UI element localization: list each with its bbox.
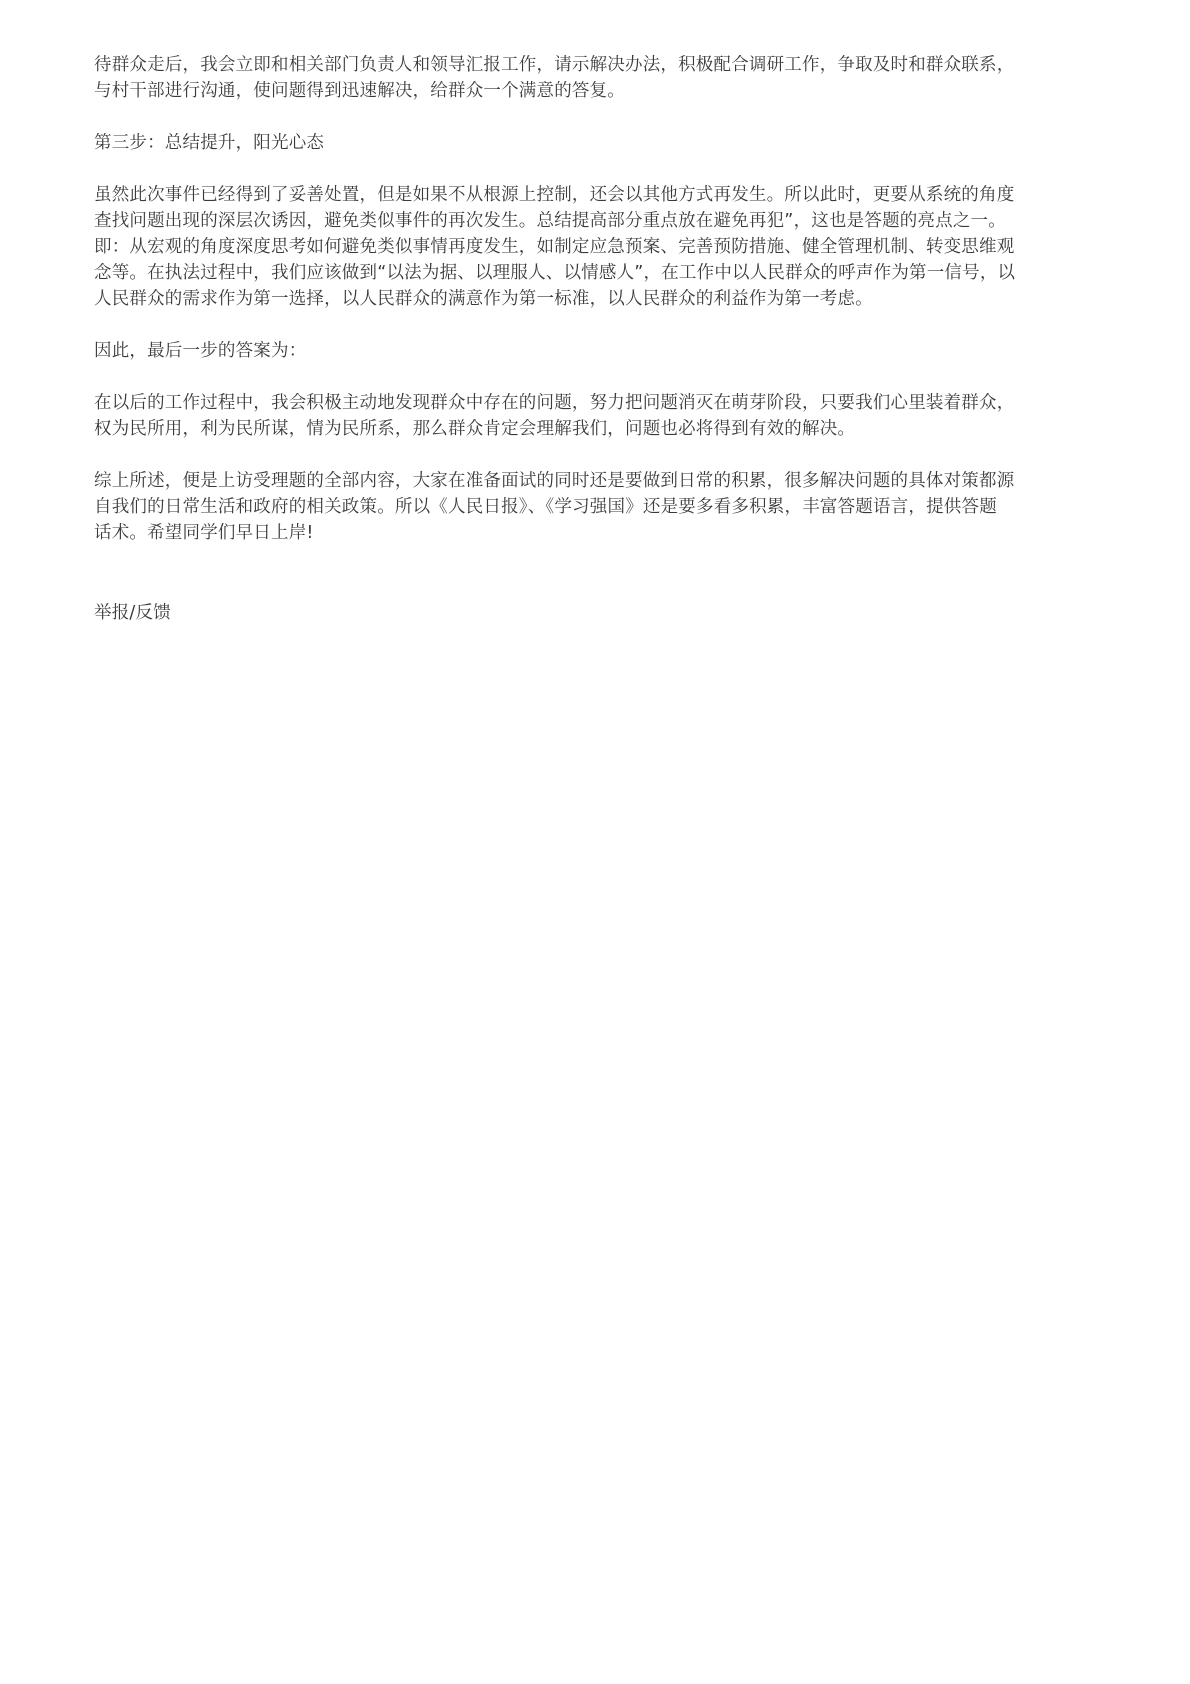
paragraph-follow-up: 待群众走后，我会立即和相关部门负责人和领导汇报工作，请示解决办法，积极配合调研工作，争取及时和群众联系， 与村干部进行沟通，使问题得到迅速解决，给群众一个满意的答复。 — [94, 55, 1015, 101]
paragraph-summary-improvement: 虽然此次事件已经得到了妥善处置，但是如果不从根源上控制，还会以其他方式再发生。所以此时，更要从系统的角度 查找问题出现的深层次诱因，避免类似事件的再次发生。总结提高部分重点放在避免再犯”，这也是答题的亮点之一。 即：从宏观的角度深度思考如何避免类似事情再度发生，如制定应急预案、完善预防措施、健全管理机制、转变思维观 念等。在执法过程中，我们应该做到“以法为据、以理服人、以情感人”，在工作中以人民群众的呼声作为第一信号，以 人民群众的需求作为第一选择，以人民群众的满意作为第一标准，以人民群众的利益作为第一考虑。 — [94, 185, 1016, 309]
section-heading-step-three: 第三步：总结提升，阳光心态 — [94, 133, 325, 153]
report-feedback-link[interactable]: 举报/反馈 — [94, 603, 171, 623]
paragraph-final-answer: 在以后的工作过程中，我会积极主动地发现群众中存在的问题，努力把问题消灭在萌芽阶段，只要我们心里装着群众， 权为民所用，利为民所谋，情为民所系，那么群众肯定会理解我们，问题也必将得到有效的解决。 — [94, 393, 1015, 439]
paragraph-conclusion: 综上所述，便是上访受理题的全部内容，大家在准备面试的同时还是要做到日常的积累，很多解决问题的具体对策都源 自我们的日常生活和政府的相关政策。所以《人民日报》、《学习强国》还是要多看多积累，丰富答题语言，提供答题 话术。希望同学们早日上岸! — [94, 471, 1015, 543]
paragraph-answer-intro: 因此，最后一步的答案为： — [94, 341, 307, 361]
document-body — [94, 52, 1106, 626]
footer — [94, 574, 1106, 626]
